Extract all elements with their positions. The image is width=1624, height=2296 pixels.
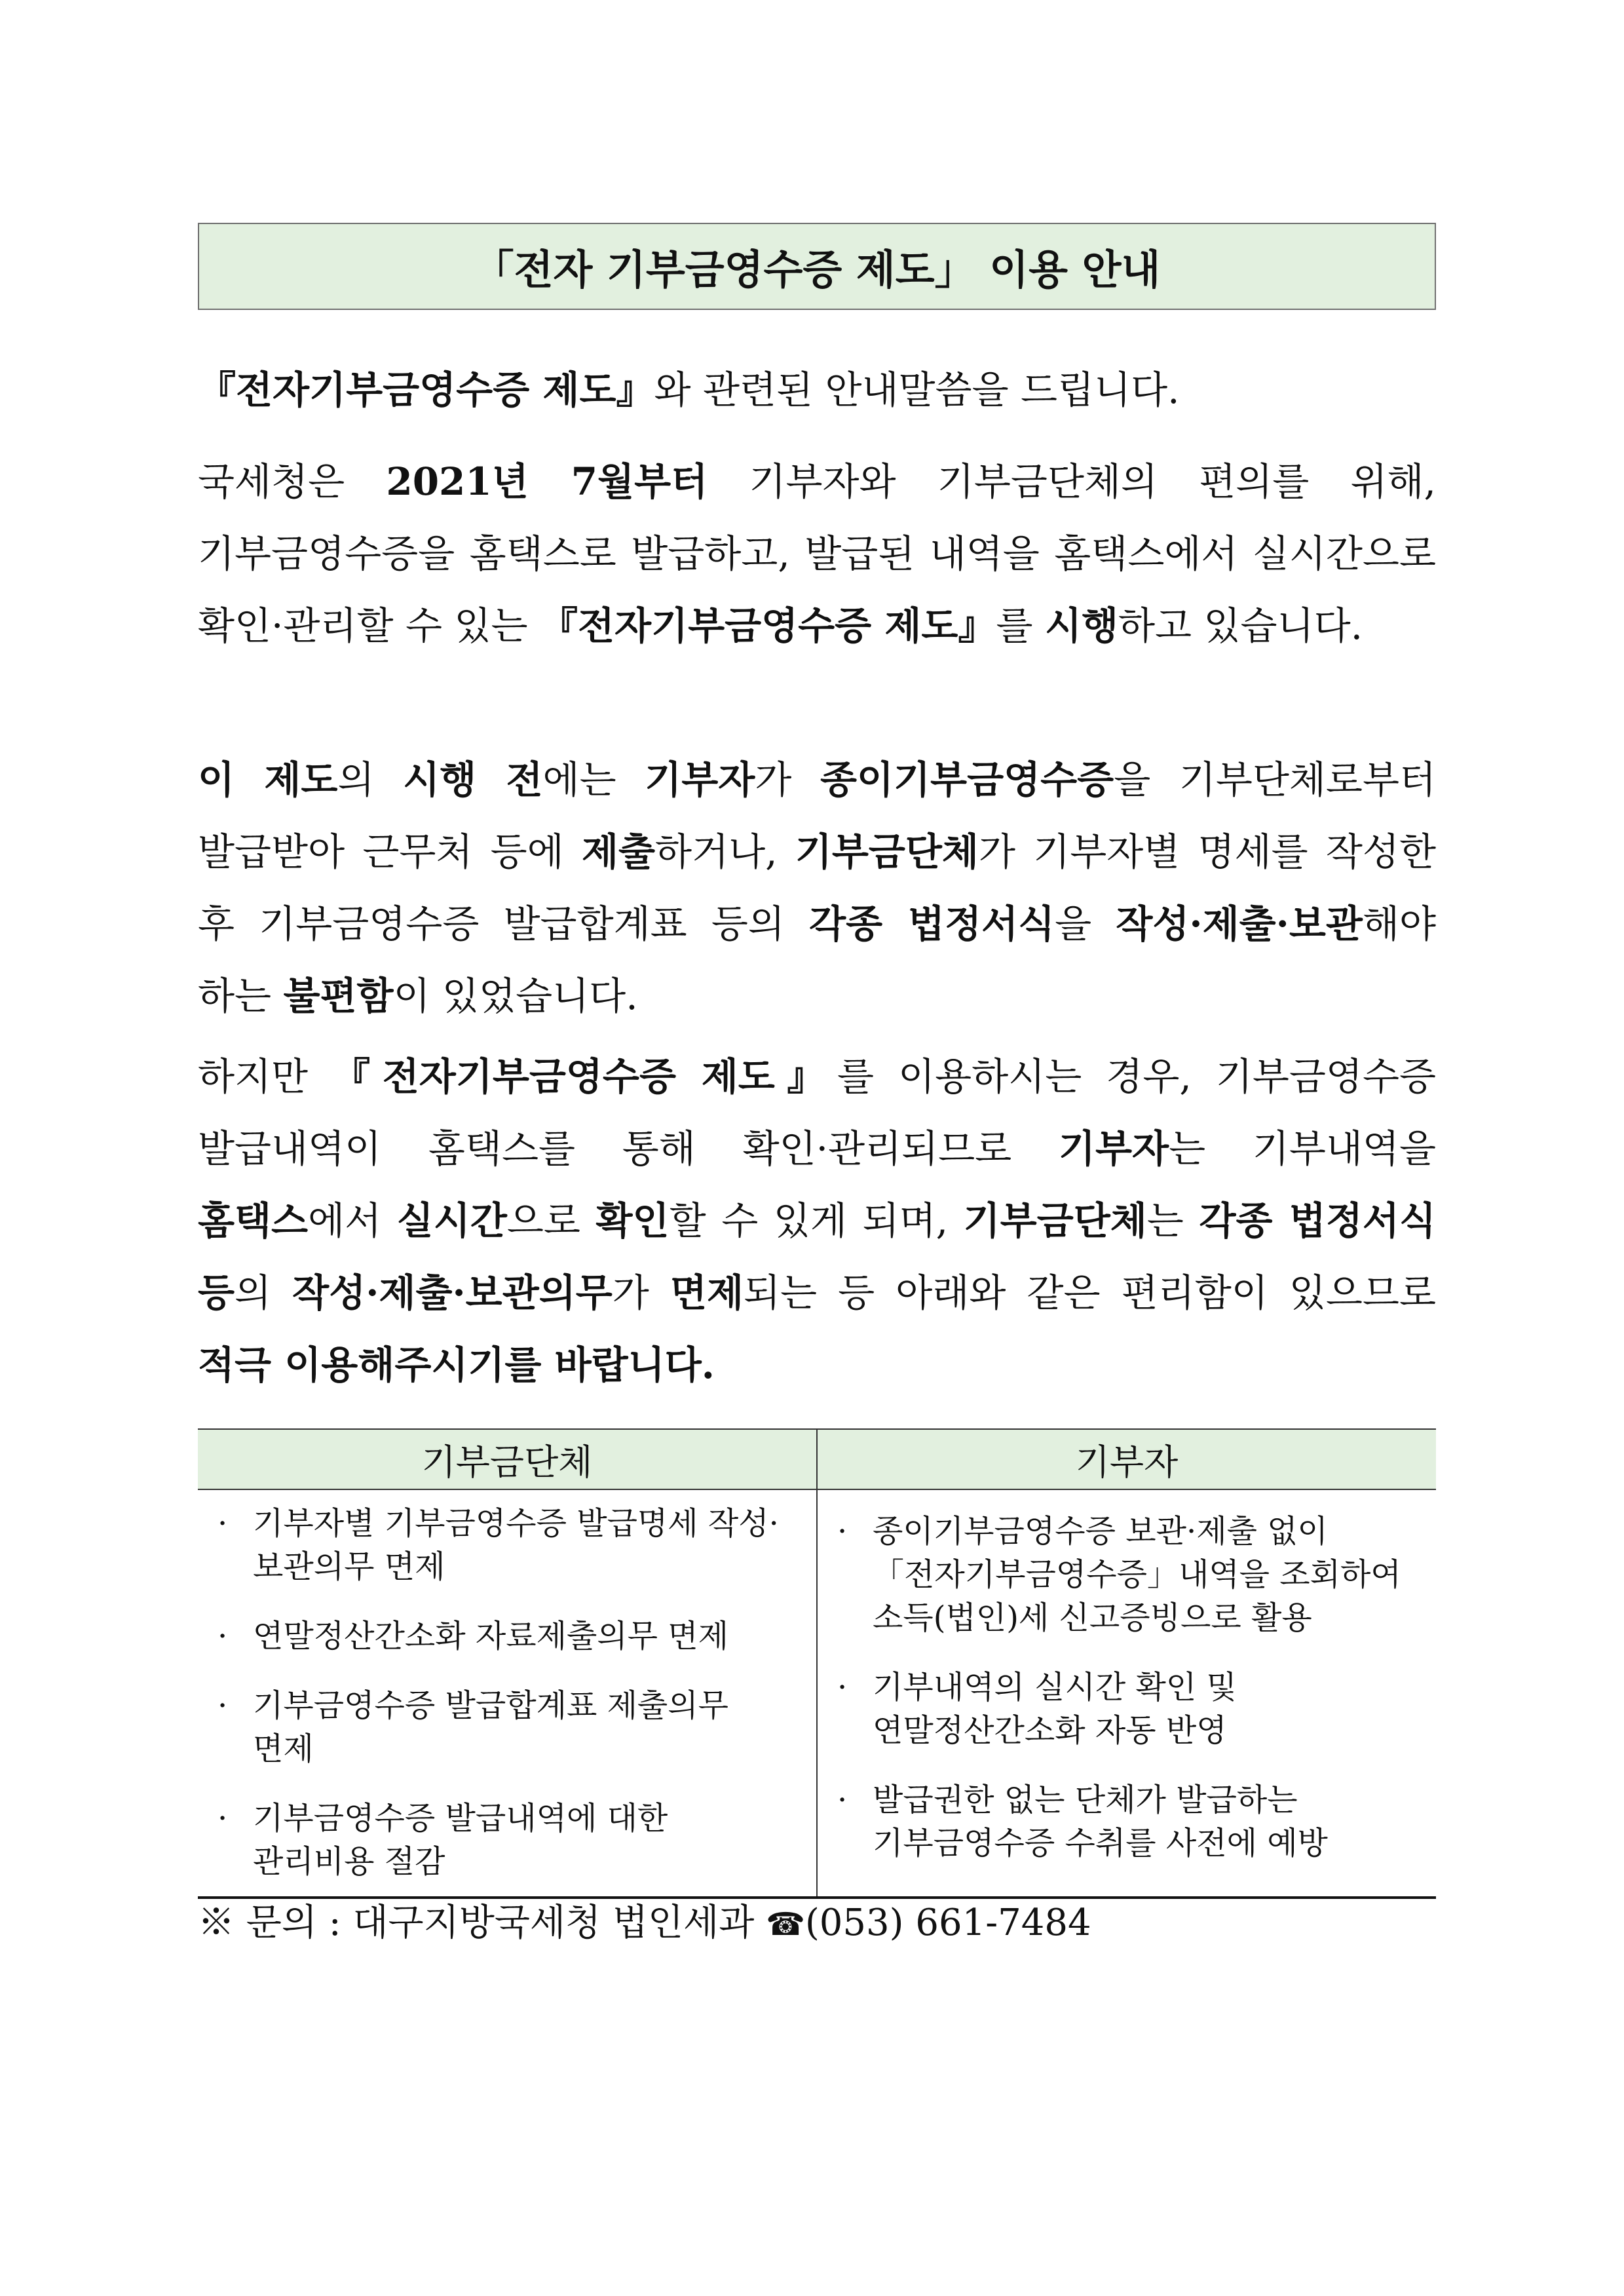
phone-icon: ☎: [766, 1906, 805, 1943]
header-donor: 기부자: [817, 1429, 1436, 1489]
list-item-text: 기부금영수증 발급내역에 대한 관리비용 절감: [253, 1800, 668, 1880]
para-text: 할 수 있게 되며,: [669, 1198, 964, 1243]
list-item: [818, 1666, 1436, 1752]
para-bold: 종이기부금영수증: [820, 757, 1114, 802]
list-item-text: 발급권한 없는 단체가 발급하는 기부금영수증 수취를 사전에 예방: [873, 1782, 1328, 1862]
bullet: ·: [837, 1669, 848, 1706]
para-text: 가: [612, 1271, 670, 1315]
bullet: ·: [837, 1782, 848, 1818]
para-bold: 『전자기부금영수증 제도』: [539, 603, 996, 648]
para-bold: 작성·제출·보관의무: [292, 1271, 613, 1315]
donor-benefits-cell: [817, 1489, 1436, 1898]
para-bold: 각종 법정서식: [809, 902, 1055, 946]
intro-line: [198, 357, 1436, 423]
list-item: [198, 1797, 816, 1883]
para-bold: 기부금단체: [795, 830, 979, 874]
para-text: 는 기부내역을: [1169, 1126, 1436, 1171]
para-bold: 시행 전: [403, 757, 543, 802]
para-text: 국세청은: [198, 459, 387, 504]
para-text: 기부자와 기부금단체의 편의를 위해, 기부금영수증을 홈택스로 발급하고, 발급된 내역을 홈택스에서 실시간으로 확인·관리할 수 있는: [198, 459, 1436, 648]
list-item-text: 연말정산간소화 자료제출의무 면제: [253, 1618, 729, 1655]
para-text: 으로: [506, 1198, 596, 1243]
para-bold: 기부금단체: [963, 1198, 1147, 1243]
organization-benefits-cell: [198, 1489, 817, 1898]
list-item: [198, 1615, 816, 1658]
list-item-text: 종이기부금영수증 보관·제출 없이 「전자기부금영수증」내역을 조회하여 소득(법인)세 신고증빙으로 활용: [873, 1513, 1401, 1636]
para-text: 이 있었습니다.: [393, 974, 638, 1018]
bullet: ·: [217, 1800, 228, 1837]
bullet: ·: [217, 1687, 228, 1724]
list-item-text: 기부자별 기부금영수증 발급명세 작성·보관의무 면제: [253, 1505, 779, 1585]
para-bold: 시행: [1044, 603, 1118, 648]
intro-text: 와 관련된 안내말씀을 드립니다.: [654, 368, 1180, 412]
bullet: ·: [837, 1513, 848, 1550]
contact-label: ※ 문의 : 대구지방국세청 법인세과: [198, 1902, 755, 1944]
para-text: 되는 등 아래와 같은 편리함이 있으므로: [744, 1271, 1436, 1315]
para-bold: 홈택스: [198, 1198, 309, 1243]
para-text: 하지만: [198, 1054, 333, 1099]
para-bold: 『전자기부금영수증 제도』: [332, 1054, 838, 1099]
paragraph-benefits: [198, 1041, 1436, 1401]
para-text: 가 기부자별 명세를 작성한 후 기부금영수증 발급합계표 등의: [198, 830, 1436, 946]
para-text: 의: [337, 757, 404, 802]
contact-phone: (053) 661-7484: [804, 1902, 1091, 1944]
para-bold: 2021년 7월부터: [386, 459, 708, 504]
para-bold: 제출: [581, 830, 656, 874]
paragraph-implementation: [198, 446, 1436, 662]
para-bold: 실시간: [396, 1198, 507, 1243]
para-text: 을: [1055, 902, 1116, 946]
para-text: 에서: [308, 1198, 397, 1243]
para-bold: 각종 법정서식 등: [198, 1198, 1436, 1315]
para-text: 해야 하는: [198, 902, 1436, 1018]
para-text: 하고 있습니다.: [1118, 603, 1363, 648]
para-text: 는: [1146, 1198, 1199, 1243]
para-bold: 확인: [595, 1198, 670, 1243]
para-bold: 불편함: [283, 974, 394, 1018]
para-bold: 적극 이용해주시기를 바랍니다.: [198, 1343, 715, 1387]
para-text: 의: [235, 1271, 293, 1315]
para-bold: 기부자: [645, 757, 755, 802]
title-box: [198, 223, 1436, 310]
para-bold: 기부자: [1058, 1126, 1169, 1171]
list-item: [818, 1778, 1436, 1865]
page-title: 「전자 기부금영수증 제도」 이용 안내: [473, 246, 1161, 294]
para-text: 가: [755, 757, 820, 802]
para-bold: 면제: [670, 1271, 744, 1315]
header-organization: 기부금단체: [198, 1429, 817, 1489]
bullet: ·: [217, 1505, 228, 1542]
list-item-text: 기부금영수증 발급합계표 제출의무 면제: [253, 1687, 729, 1767]
contact-line: [198, 1897, 1436, 1951]
para-bold: 작성·제출·보관: [1116, 902, 1363, 946]
para-text: 하거나,: [655, 830, 795, 874]
intro-bold: 『전자기부금영수증 제도』: [198, 368, 654, 412]
list-item: [198, 1684, 816, 1770]
bullet: ·: [217, 1618, 228, 1655]
list-item: [818, 1510, 1436, 1639]
para-bold: 이 제도: [198, 757, 338, 802]
para-text: 을 기부단체로부터 발급받아 근무처 등에: [198, 757, 1437, 874]
para-text: 를: [996, 603, 1045, 648]
paragraph-before: [198, 744, 1436, 1032]
para-text: 를 이용하시는 경우, 기부금영수증 발급내역이 홈택스를 통해 확인·관리되므로: [198, 1054, 1437, 1171]
para-text: 에는: [542, 757, 645, 802]
list-item-text: 기부내역의 실시간 확인 및 연말정산간소화 자동 반영: [873, 1669, 1237, 1749]
benefits-table: [198, 1428, 1436, 1899]
list-item: [198, 1502, 816, 1588]
